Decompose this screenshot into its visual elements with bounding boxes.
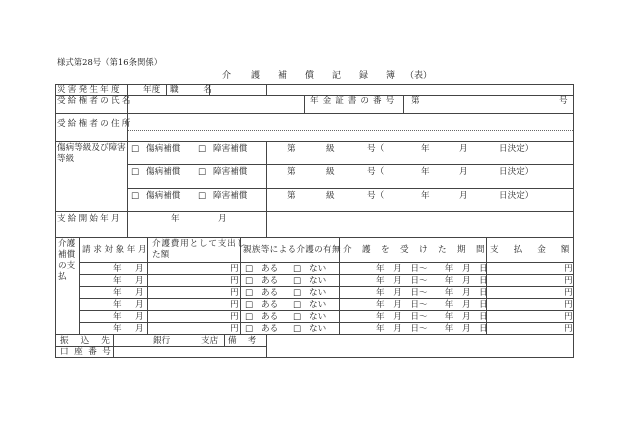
row-yen: 円 [230,324,239,334]
transfer-label: 振込先 [60,336,122,346]
payment-start-label: 支給開始年月 [57,214,122,224]
title-char: 補 [278,71,288,81]
col-header-family: 親族等による介護の有無 [243,245,341,255]
pension-number-field[interactable] [404,96,573,113]
checkbox-yes[interactable]: □ [245,312,254,322]
month-unit: 月 [459,144,468,154]
care-row [80,323,573,334]
row-year: 年 [113,300,122,310]
injury-comp-label: 傷病補償 [146,191,181,201]
row-yes-label: ある [261,276,279,286]
col-header-expense-cont: た額 [152,250,170,260]
title-char: （表） [405,71,433,81]
checkbox-injury-comp[interactable]: □ [131,144,140,154]
account-number-field[interactable] [114,347,266,357]
pension-number-label: 年金証書の番号 [310,96,399,106]
recipient-address-field[interactable] [128,114,573,141]
account-number-label: 口座番号 [60,347,117,357]
row-period: 年 月 日〜 年 月 日 [376,288,488,298]
checkbox-no[interactable]: □ [293,264,302,274]
title-char: 償 [305,71,315,81]
position-label: 職 名 [170,85,220,95]
form-number: 様式第28号（第16条関係） [57,57,163,67]
recipient-address-label: 受給権者の住所 [57,119,133,129]
care-section-label: 払 [58,272,67,282]
row-no-label: ない [309,324,327,334]
row-amount-unit: 円 [564,264,573,274]
checkbox-no[interactable]: □ [293,324,302,334]
row-amount-unit: 円 [564,288,573,298]
year-unit: 年度 [143,85,161,95]
payment-start-field[interactable] [128,212,266,237]
disability-comp-label: 障害補償 [213,167,248,177]
row-period: 年 月 日〜 年 月 日 [376,276,488,286]
pension-prefix: 第 [411,96,420,106]
checkbox-yes[interactable]: □ [245,264,254,274]
decided-label: 日決定） [499,167,534,177]
number-unit: 号（ [367,144,385,154]
row-yen: 円 [230,300,239,310]
col-header-expense: 介護費用として支出し [152,239,246,249]
care-row [80,263,573,274]
remarks-label: 備考 [228,336,268,346]
row-no-label: ない [309,312,327,322]
position-field[interactable] [210,85,266,95]
row-year: 年 [113,276,122,286]
decided-label: 日決定） [499,144,534,154]
checkbox-no[interactable]: □ [293,288,302,298]
row-yen: 円 [230,276,239,286]
row-no-label: ない [309,300,327,310]
title-char: 記 [332,71,342,81]
disability-row [128,189,573,211]
row-yes-label: ある [261,312,279,322]
transfer-field[interactable] [114,335,224,346]
branch-unit: 支店 [201,336,219,346]
bank-unit: 銀行 [153,336,171,346]
year-unit: 年 [421,191,430,201]
row-yes-label: ある [261,324,279,334]
recipient-name-field[interactable] [128,96,304,113]
disability-label-line1: 傷病等級及び障害 [57,143,126,153]
grade-unit: 級 [326,167,335,177]
checkbox-injury-comp[interactable]: □ [131,167,140,177]
row-amount-unit: 円 [564,300,573,310]
row-yen: 円 [230,312,239,322]
row-year: 年 [113,288,122,298]
grade-unit: 級 [326,144,335,154]
row-yen: 円 [230,288,239,298]
disability-label-line2: 等級 [57,154,75,164]
disability-row [128,142,573,164]
title-char: 護 [251,71,261,81]
year-unit: 年 [421,167,430,177]
row-no-label: ない [309,276,327,286]
injury-comp-label: 傷病補償 [146,144,181,154]
recipient-name-label: 受給権者の氏名 [57,96,133,106]
row-month: 月 [135,288,144,298]
care-row [80,275,573,286]
row-month: 月 [135,324,144,334]
row-no-label: ない [309,264,327,274]
care-section-label: 補償 [58,250,76,260]
number-unit: 号（ [367,191,385,201]
row-period: 年 月 日〜 年 月 日 [376,300,488,310]
row-year: 年 [113,264,122,274]
title-char: 介 [222,71,232,81]
row-amount-unit: 円 [564,276,573,286]
row-yes-label: ある [261,300,279,310]
month-unit: 月 [218,214,227,224]
row-month: 月 [135,276,144,286]
checkbox-yes[interactable]: □ [245,288,254,298]
title-char: 録 [359,71,369,81]
checkbox-no[interactable]: □ [293,276,302,286]
form-title [222,71,433,82]
pension-suffix: 号 [559,96,568,106]
col-header-received: 介護を受けた期間 [343,245,495,255]
care-section-label: の支 [58,261,76,271]
checkbox-yes[interactable]: □ [245,300,254,310]
row-no-label: ない [309,288,327,298]
checkbox-yes[interactable]: □ [245,324,254,334]
injury-comp-label: 傷病補償 [146,167,181,177]
year-unit: 年 [171,214,180,224]
row-year: 年 [113,312,122,322]
checkbox-disability-comp[interactable]: □ [198,144,207,154]
row-month: 月 [135,264,144,274]
checkbox-no[interactable]: □ [293,300,302,310]
row-month: 月 [135,312,144,322]
remarks-field[interactable] [267,335,573,357]
row-period: 年 月 日〜 年 月 日 [376,312,488,322]
row-period: 年 月 日〜 年 月 日 [376,324,488,334]
row-amount-unit: 円 [564,312,573,322]
row-yes-label: ある [261,288,279,298]
row-period: 年 月 日〜 年 月 日 [376,264,488,274]
checkbox-disability-comp[interactable]: □ [198,167,207,177]
month-unit: 月 [459,191,468,201]
row-yes-label: ある [261,264,279,274]
decided-label: 日決定） [499,191,534,201]
col-header-amount: 支払金額 [490,245,585,255]
grade-prefix: 第 [287,167,296,177]
care-row [80,287,573,298]
col-header-period: 請求対象年月 [82,245,150,255]
checkbox-disability-comp[interactable]: □ [198,191,207,201]
disaster-year-label: 災害発生年度 [57,85,122,95]
checkbox-injury-comp[interactable]: □ [131,191,140,201]
grade-unit: 級 [326,191,335,201]
grade-prefix: 第 [287,191,296,201]
disability-row [128,165,573,188]
disaster-year-field[interactable] [128,85,166,95]
month-unit: 月 [459,167,468,177]
care-row [80,299,573,310]
row-month: 月 [135,300,144,310]
year-unit: 年 [421,144,430,154]
row-amount-unit: 円 [564,324,573,334]
title-char: 簿 [386,71,396,81]
checkbox-yes[interactable]: □ [245,276,254,286]
grade-prefix: 第 [287,144,296,154]
disability-comp-label: 障害補償 [213,144,248,154]
care-section-label: 介護 [58,239,76,249]
checkbox-no[interactable]: □ [293,312,302,322]
row-year: 年 [113,324,122,334]
disability-comp-label: 障害補償 [213,191,248,201]
care-row [80,311,573,322]
row-yen: 円 [230,264,239,274]
number-unit: 号（ [367,167,385,177]
